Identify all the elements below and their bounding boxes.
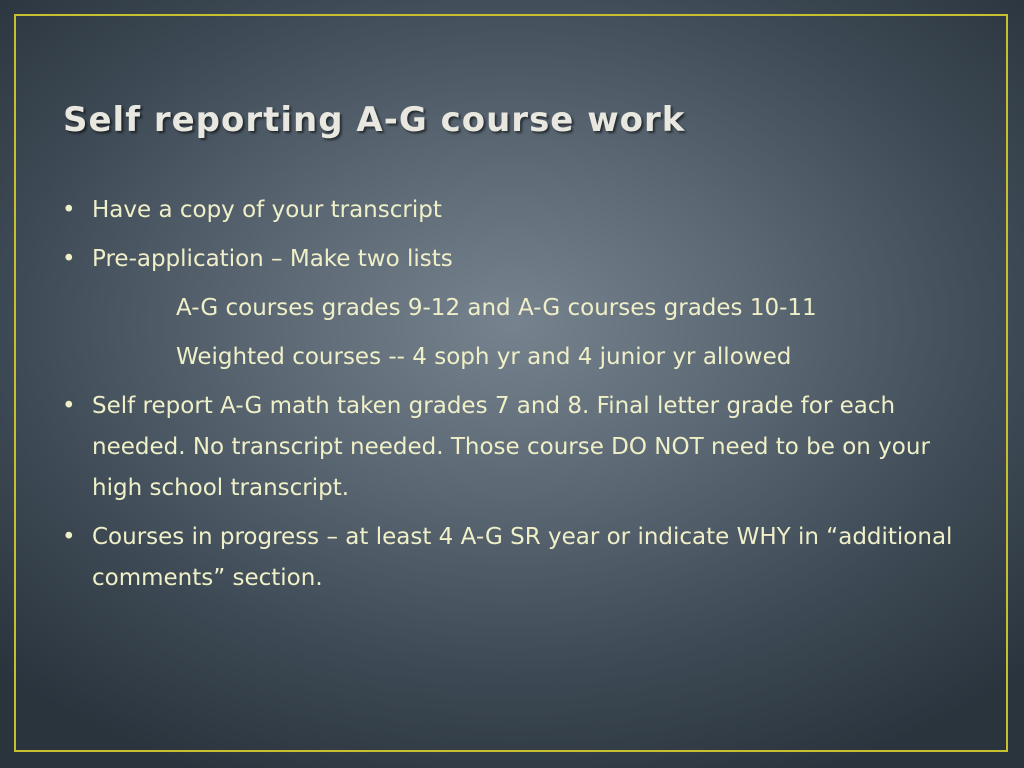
- sub-item-weighted-courses: Weighted courses -- 4 soph yr and 4 junior yr allowed: [176, 344, 792, 370]
- bullet-text-self-report-math: Self report A-G math taken grades 7 and 8. Final letter grade for each needed. No transcript needed. Those course DO NOT need to be on your high school transcript.: [92, 393, 930, 501]
- bullet-dot-icon: •: [62, 246, 76, 272]
- bullet-item: [56, 190, 966, 231]
- bullet-text-courses-in-progress: Courses in progress – at least 4 A-G SR year or indicate WHY in “additional comments” section.: [92, 524, 953, 591]
- bullet-item: [56, 517, 966, 599]
- sub-item-ag-courses: A-G courses grades 9-12 and A-G courses grades 10-11: [176, 295, 817, 321]
- bullet-item: [56, 386, 966, 509]
- slide-body: [56, 190, 966, 607]
- slide-title: Self reporting A-G course work: [63, 100, 686, 140]
- bullet-text-transcript: Have a copy of your transcript: [92, 197, 442, 223]
- bullet-dot-icon: •: [62, 393, 76, 419]
- bullet-text-pre-application: Pre-application – Make two lists: [92, 246, 453, 272]
- bullet-dot-icon: •: [62, 197, 76, 223]
- bullet-dot-icon: •: [62, 524, 76, 550]
- bullet-item: [56, 239, 966, 280]
